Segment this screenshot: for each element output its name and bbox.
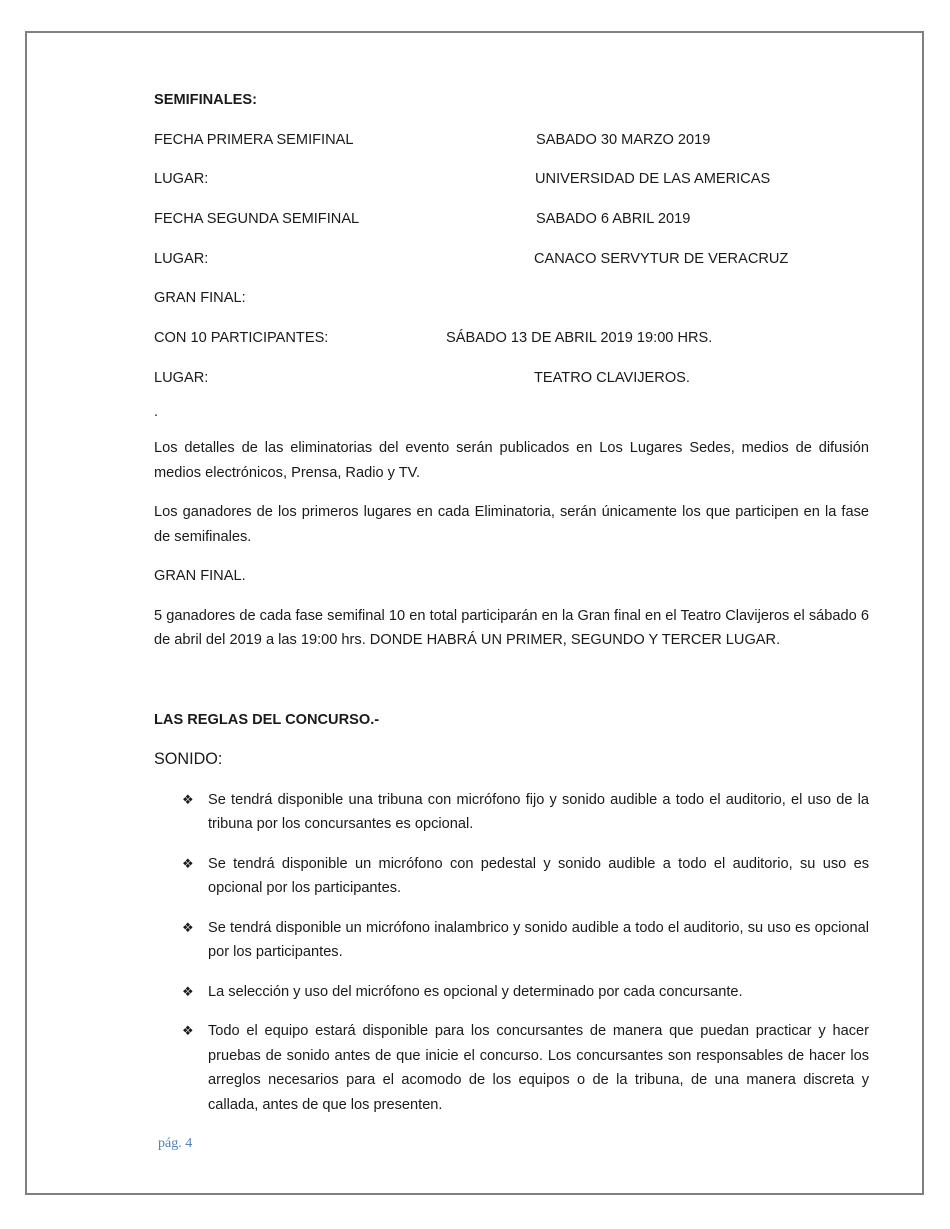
schedule-label: FECHA PRIMERA SEMIFINAL [154, 131, 354, 148]
semifinals-heading: SEMIFINALES: [154, 92, 257, 108]
list-item-text: Se tendrá disponible un micrófono con pedestal y sonido audible a todo el auditorio, su uso es opcional por los participantes. [208, 855, 869, 896]
schedule-label: FECHA SEGUNDA SEMIFINAL [154, 211, 360, 228]
schedule-value: UNIVERSIDAD DE LAS AMERICAS [535, 171, 771, 188]
document-body [154, 88, 869, 1132]
schedule-value: SABADO 30 MARZO 2019 [536, 131, 711, 148]
schedule-row-first-venue [154, 167, 869, 192]
list-item-text: Todo el equipo estará disponible para los concursantes de manera que puedan practicar y hacer pruebas de sonido antes de que inicie el concurso. Los concursantes son responsables de hacer los arreglos necesarios para el acomodo de los equipos o de la tribuna, de una manera discreta y callada, antes de que los presenten. [208, 1023, 869, 1113]
schedule-label: LUGAR: [154, 369, 209, 386]
schedule-value: TEATRO CLAVIJEROS. [534, 369, 690, 386]
schedule-row-final-venue [154, 366, 869, 391]
schedule-value: SÁBADO 13 DE ABRIL 2019 19:00 HRS. [446, 330, 713, 347]
schedule-row-second-semifinal-date [154, 207, 869, 232]
schedule-label: CON 10 PARTICIPANTES: [154, 330, 329, 347]
gran-final-heading: GRAN FINAL. [154, 568, 246, 584]
details-paragraph: Los detalles de las eliminatorias del evento serán publicados en Los Lugares Sedes, medios de difusión medios electrónicos, Prensa, Radio y TV. [154, 440, 869, 481]
diamond-bullet-icon: ❖ [182, 791, 194, 807]
stray-period: . [154, 403, 159, 420]
sound-rules-list [154, 788, 869, 1118]
list-item [153, 916, 869, 965]
schedule-row-final-date [154, 326, 869, 351]
list-item-text: Se tendrá disponible una tribuna con micrófono fijo y sonido audible a todo el auditorio, el uso de la tribuna por los concursantes es opcional. [208, 791, 869, 832]
schedule-label: LUGAR: [154, 171, 209, 188]
page-number: pág. 4 [158, 1136, 193, 1151]
schedule-row-first-semifinal-date [154, 128, 869, 153]
schedule-value: SABADO 6 ABRIL 2019 [536, 211, 691, 228]
diamond-bullet-icon: ❖ [182, 919, 194, 935]
schedule-label: LUGAR: [154, 250, 209, 267]
schedule-row-gran-final [154, 286, 869, 311]
list-item [153, 852, 869, 901]
diamond-bullet-icon: ❖ [182, 1023, 194, 1038]
list-item-text: La selección y uso del micrófono es opcional y determinado por cada concursante. [208, 983, 743, 1000]
gran-final-paragraph: 5 ganadores de cada fase semifinal 10 en total participarán en la Gran final en el Teatro Clavijeros el sábado 6 de abril del 2019 a las 19:00 hrs. DONDE HABRÁ UN PRIMER, SEGUNDO Y TERCER LUGAR. [154, 607, 869, 648]
list-item [153, 788, 869, 837]
schedule-row-second-venue [154, 247, 869, 272]
winners-paragraph: Los ganadores de los primeros lugares en cada Eliminatoria, serán únicamente los que participen en la fase de semifinales. [154, 504, 869, 545]
diamond-bullet-icon: ❖ [182, 983, 194, 999]
list-item-text: Se tendrá disponible un micrófono inalambrico y sonido audible a todo el auditorio, su uso es opcional por los participantes. [208, 919, 869, 960]
sound-heading: SONIDO: [154, 750, 223, 768]
diamond-bullet-icon: ❖ [182, 855, 194, 871]
schedule-label: GRAN FINAL: [154, 290, 246, 307]
schedule-value: CANACO SERVYTUR DE VERACRUZ [534, 250, 789, 267]
rules-heading: LAS REGLAS DEL CONCURSO.- [154, 711, 380, 728]
list-item [153, 980, 869, 1005]
list-item [153, 1019, 869, 1117]
